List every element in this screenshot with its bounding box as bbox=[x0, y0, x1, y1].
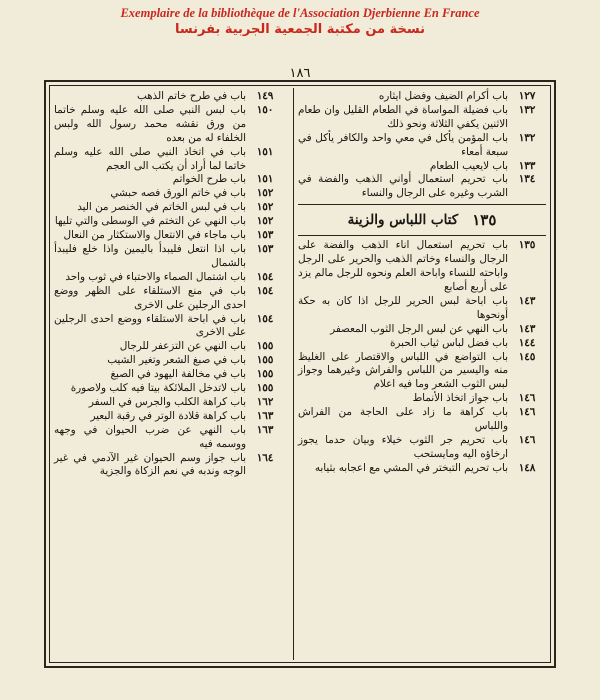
entry-title: باب في اتخاذ النبي صلى الله عليه وسلم خاتما لما أراد أن يكتب الى العجم bbox=[54, 145, 246, 172]
entry-page-number: ١٤٩ bbox=[256, 90, 274, 102]
index-entry bbox=[298, 160, 546, 174]
entry-page-number: ١٤٣ bbox=[518, 294, 536, 307]
entry-page-number: ١٥٥ bbox=[256, 382, 274, 395]
entry-title: باب فضل لباس ثياب الحبرة bbox=[389, 336, 508, 349]
entry-title: باب النهي عن ضرب الحيوان في وجهه ووسمه فيه bbox=[54, 423, 246, 450]
index-entry bbox=[298, 351, 546, 393]
index-table-frame bbox=[44, 80, 556, 668]
index-entry bbox=[54, 368, 284, 382]
entry-page-number: ١٥٣ bbox=[256, 242, 274, 255]
entry-page-number: ١٦٤ bbox=[256, 451, 274, 464]
index-entry bbox=[298, 104, 546, 132]
column-divider bbox=[293, 88, 294, 660]
entry-title: باب كراهة قلادة الوتر في رقبة البعير bbox=[90, 409, 246, 422]
index-entry bbox=[298, 132, 546, 160]
entry-title: باب أكرام الضيف وفضل ايثاره bbox=[378, 90, 508, 102]
entry-title: باب اباحة لبس الحرير للرجل اذا كان به حكة أونحوها bbox=[298, 294, 508, 321]
index-entry bbox=[298, 462, 546, 476]
entry-page-number: ١٥٢ bbox=[256, 187, 274, 200]
entry-title: باب لبس النبي صلى الله عليه وسلم خاتما من ورق نقشه محمد رسول الله ولبس الخلفاء له من بعده bbox=[54, 103, 246, 144]
page-number bbox=[0, 66, 600, 81]
entry-title: باب في صبغ الشعر وتغير الشيب bbox=[107, 354, 246, 367]
entry-page-number: ١٦٣ bbox=[256, 423, 274, 436]
index-entry bbox=[298, 392, 546, 406]
entry-page-number: ١٥١ bbox=[256, 145, 274, 158]
right-bottom-entries bbox=[298, 239, 546, 475]
entry-title: باب اشتمال الصماء والاحتباء في ثوب واحد bbox=[65, 270, 246, 283]
index-entry bbox=[54, 354, 284, 368]
index-entry bbox=[54, 313, 284, 341]
entry-title: باب ماجاء في الانتعال والاستكثار من النعال bbox=[63, 229, 246, 242]
index-entry bbox=[298, 90, 546, 104]
entry-page-number: ١٥٠ bbox=[256, 103, 274, 116]
entry-title: باب في طرح خاتم الذهب bbox=[137, 90, 246, 102]
entry-title: باب اذا انتعل فليبدأ باليمين واذا خلع فليبدأ بالشمال bbox=[54, 242, 246, 269]
entry-title: باب تحريم استعمال اناء الذهب والفضة على الرجال والنساء وخاتم الذهب والحرير على الرجل واباحته للنساء واباحة العلم ونحوه للرجل مالم يزد على أربع أصابع bbox=[298, 239, 508, 293]
entry-title: باب تحريم جر الثوب خيلاء وبيان حدما يجوز ارخاؤه اليه ومايستحب bbox=[298, 433, 508, 460]
entry-page-number: ١٤٨ bbox=[518, 461, 536, 474]
entry-title: باب طرح الخواتم bbox=[172, 173, 246, 186]
section-title: كتاب اللباس والزينة bbox=[347, 212, 459, 229]
index-entry bbox=[54, 229, 284, 243]
index-entry bbox=[54, 104, 284, 146]
entry-page-number: ١٥٥ bbox=[256, 354, 274, 367]
library-stamp-arabic: نسخة من مكتبة الجمعية الجربية بفرنسا bbox=[175, 22, 425, 37]
entry-title: باب تحريم التبختر في المشي مع اعجابه بثيابه bbox=[314, 461, 508, 474]
entry-page-number: ١٢٧ bbox=[518, 90, 536, 102]
entry-page-number: ١٥٤ bbox=[256, 284, 274, 297]
entry-page-number: ١٣٢ bbox=[518, 103, 536, 116]
index-entry bbox=[54, 243, 284, 271]
entry-page-number: ١٤٥ bbox=[518, 350, 536, 363]
entry-title: باب في منع الاستلقاء على الظهر ووضع احدى الرجلين على الاخرى bbox=[54, 284, 246, 311]
entry-title: باب في اباحة الاستلقاء ووضع احدى الرجلين على الاخرى bbox=[54, 312, 246, 339]
index-entry bbox=[54, 452, 284, 480]
entry-page-number: ١٤٦ bbox=[518, 406, 536, 419]
entry-page-number: ١٥٥ bbox=[256, 368, 274, 381]
entry-title: باب النهي عن التختم في الوسطى والتي تليها bbox=[54, 215, 246, 228]
library-stamp-french: Exemplaire de la bibliothèque de l'Association Djerbienne En France bbox=[120, 6, 480, 20]
entry-page-number: ١٥٣ bbox=[256, 229, 274, 242]
index-entry bbox=[54, 382, 284, 396]
page-number-value: ١٨٦ bbox=[282, 66, 319, 81]
entry-page-number: ١٦٢ bbox=[256, 395, 274, 408]
index-entry bbox=[298, 295, 546, 323]
entry-page-number: ١٤٦ bbox=[518, 392, 536, 405]
index-entry bbox=[54, 201, 284, 215]
entry-page-number: ١٥٢ bbox=[256, 215, 274, 228]
entry-page-number: ١٤٣ bbox=[518, 322, 536, 335]
entry-page-number: ١٥٥ bbox=[256, 340, 274, 353]
entry-page-number: ١٣٣ bbox=[518, 159, 536, 172]
index-entry bbox=[54, 146, 284, 174]
index-entry bbox=[54, 424, 284, 452]
left-entries bbox=[54, 90, 284, 479]
index-entry bbox=[298, 406, 546, 434]
entry-title: باب كراهة الكلب والجرس في السفر bbox=[88, 395, 246, 408]
index-entry bbox=[54, 396, 284, 410]
index-entry bbox=[298, 434, 546, 462]
entry-page-number: ١٣٥ bbox=[518, 239, 536, 252]
entry-title: باب فضيلة المواساة في الطعام القليل وان طعام الاثنين يكفي الثلاثة ونحو ذلك bbox=[298, 103, 508, 130]
index-entry bbox=[54, 340, 284, 354]
right-column bbox=[298, 90, 546, 658]
index-entry bbox=[54, 285, 284, 313]
entry-title: باب المؤمن يأكل في معي واحد والكافر يأكل في سبعة أمعاء bbox=[298, 131, 508, 158]
entry-title: باب كراهة ما زاد على الحاجة من الفراش واللباس bbox=[298, 406, 508, 433]
entry-title: باب التواضع في اللباس والاقتصار على الغليظ منه واليسير من اللباس والفراش وغيرهما وجواز لبس الثوب الشعر وما فيه اعلام bbox=[298, 350, 508, 391]
entry-title: باب تحريم استعمال أواني الذهب والفضة في الشرب وغيره على الرجال والنساء bbox=[298, 173, 508, 200]
index-entry bbox=[54, 215, 284, 229]
entry-title: باب في مخالفة اليهود في الصبغ bbox=[110, 368, 246, 381]
left-column bbox=[54, 90, 284, 658]
entry-page-number: ١٣٤ bbox=[518, 173, 536, 186]
entry-title: باب في خاتم الورق فصه حبشي bbox=[110, 187, 246, 200]
entry-title: باب لايعيب الطعام bbox=[429, 159, 508, 172]
right-top-entries bbox=[298, 90, 546, 201]
entry-page-number: ١٦٣ bbox=[256, 409, 274, 422]
index-entry bbox=[54, 90, 284, 104]
index-entry bbox=[298, 239, 546, 295]
entry-title: باب جواز وسم الحيوان غير الآدمي في غير الوجه وندبه في نعم الزكاة والجزية bbox=[54, 451, 246, 478]
entry-page-number: ١٥٤ bbox=[256, 270, 274, 283]
section-heading bbox=[298, 204, 546, 236]
entry-page-number: ١٥٤ bbox=[256, 312, 274, 325]
entry-page-number: ١٥١ bbox=[256, 173, 274, 186]
entry-title: باب لاتدخل الملائكة بيتا فيه كلب ولاصورة bbox=[70, 382, 246, 395]
entry-title: باب النهي عن التزعفر للرجال bbox=[119, 340, 246, 353]
index-entry bbox=[298, 337, 546, 351]
section-number: ١٣٥ bbox=[472, 211, 497, 230]
index-entry bbox=[54, 187, 284, 201]
index-entry bbox=[54, 271, 284, 285]
entry-title: باب النهي عن لبس الرجل الثوب المعصفر bbox=[330, 322, 508, 335]
entry-title: باب جواز اتخاذ الأنماط bbox=[412, 392, 508, 405]
index-entry bbox=[54, 410, 284, 424]
entry-page-number: ١٣٢ bbox=[518, 131, 536, 144]
index-entry bbox=[298, 323, 546, 337]
entry-page-number: ١٥٢ bbox=[256, 201, 274, 214]
entry-page-number: ١٤٤ bbox=[518, 336, 536, 349]
index-entry bbox=[298, 173, 546, 201]
index-entry bbox=[54, 173, 284, 187]
entry-title: باب في لبس الخاتم في الخنصر من اليد bbox=[77, 201, 246, 214]
entry-page-number: ١٤٦ bbox=[518, 433, 536, 446]
